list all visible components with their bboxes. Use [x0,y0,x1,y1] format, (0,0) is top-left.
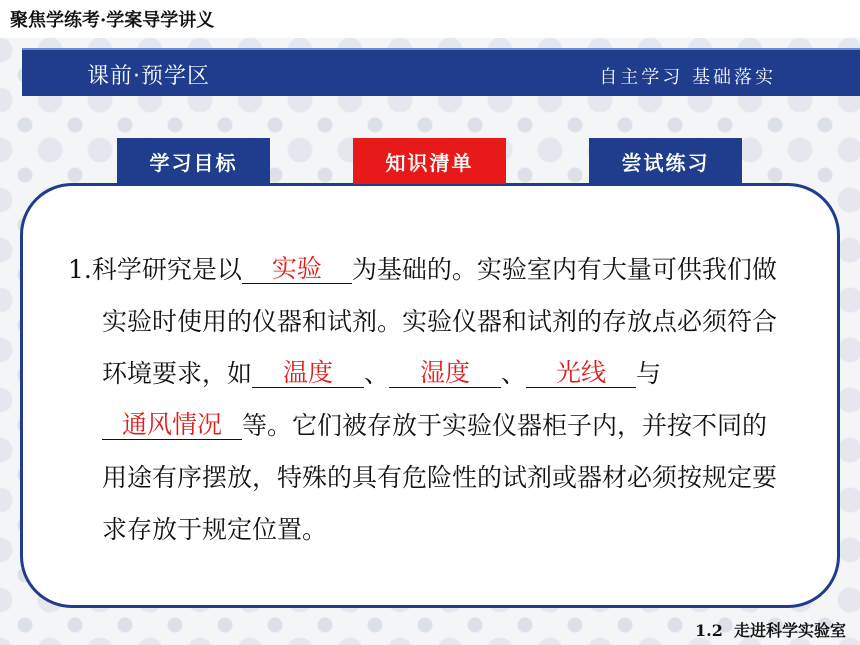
fill-blank [252,355,364,388]
fill-blank [242,251,352,284]
fill-blank [102,407,242,440]
text-segment: 科学研究是以 [91,255,242,284]
section-header [22,48,860,96]
tab-knowledge-list[interactable]: 知识清单 [353,138,506,184]
text-segment: 、 [364,359,390,388]
tab-practice[interactable]: 尝试练习 [589,138,742,184]
section-subtitle: 自主学习 基础落实 [599,67,776,88]
series-title: 聚焦学练考·学案导学讲义 [10,10,215,31]
top-strip [0,0,860,38]
item-number: 1. [68,255,92,284]
text-segment: 、 [501,359,527,388]
answer-experiment: 实验 [271,254,322,283]
answer-temperature: 温度 [283,358,334,387]
knowledge-paragraph [68,244,788,556]
text-segment: 为基础的。实验室内有大量可供我们做实验时使用的仪器和试剂。实验仪器和试剂的存放点必须符合环境要求，如 [102,255,778,388]
answer-light: 光线 [556,358,607,387]
section-title: 课前·预学区 [87,64,210,89]
fill-blank [389,355,501,388]
tab-learning-objectives[interactable]: 学习目标 [117,138,270,184]
text-segment: 等。它们被存放于实验仪器柜子内，并按不同的用途有序摆放，特殊的具有危险性的试剂或器材必须按规定要求存放于规定位置。 [102,411,778,544]
footer-lesson: 1.2 走进科学实验室 [695,621,846,640]
text-segment: 与 [636,359,662,388]
answer-humidity: 湿度 [420,358,471,387]
answer-ventilation: 通风情况 [121,410,222,439]
fill-blank [526,355,636,388]
